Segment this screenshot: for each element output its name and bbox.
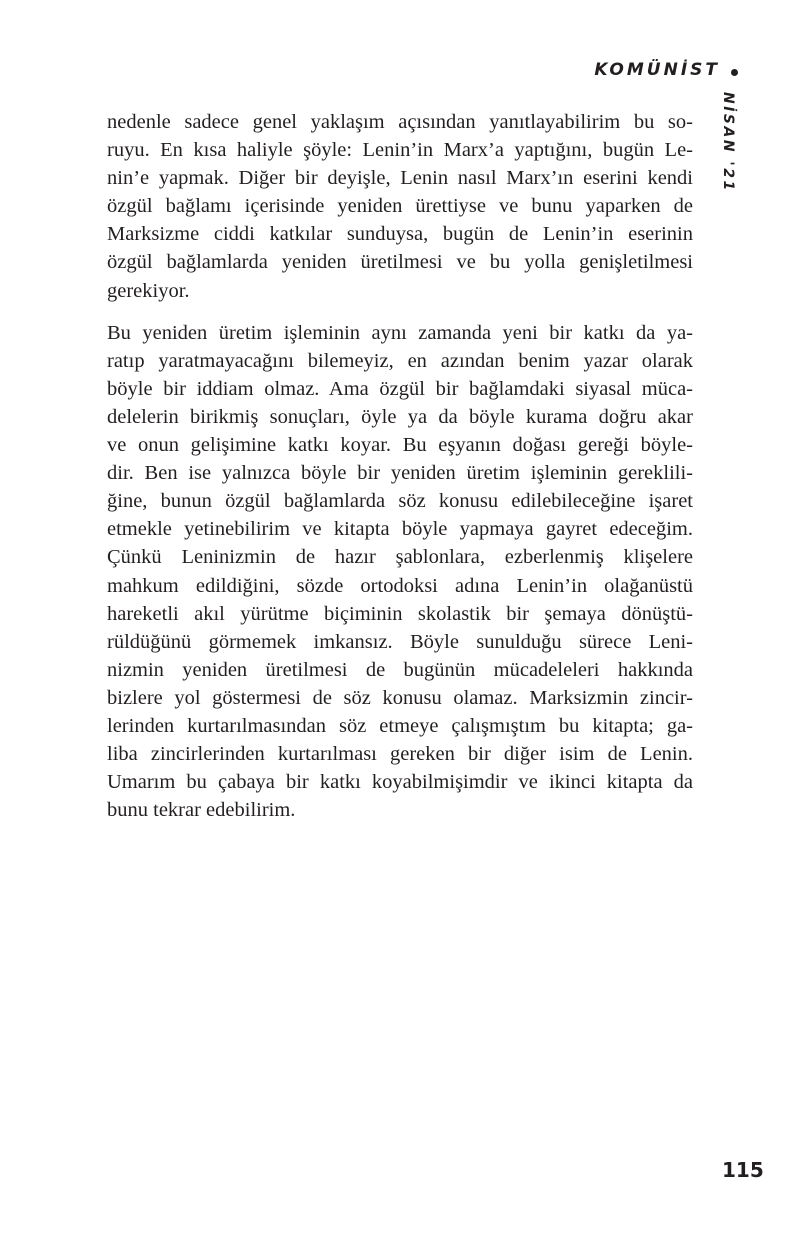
- text-line: Çünkü Leninizmin de hazır şablonlara, ezberlenmiş klişelere: [107, 546, 693, 569]
- text-line: Umarım bu çabaya bir katkı koyabilmişimdir ve ikinci kitapta da: [107, 771, 693, 794]
- text-line: mahkum edildiğini, sözde ortodoksi adına Lenin’in olağanüstü: [107, 574, 693, 597]
- text-line: ve onun gelişimine katkı koyar. Bu eşyanın doğası gereği böyle-: [107, 434, 693, 457]
- paragraph-2: [107, 319, 693, 825]
- text-line: bizlere yol göstermesi de söz konusu olamaz. Marksizmin zincir-: [107, 686, 693, 709]
- text-line: bunu tekrar edebilirim.: [107, 799, 296, 822]
- text-line: ruyu. En kısa haliyle şöyle: Lenin’in Marx’a yaptığını, bugün Le-: [107, 139, 693, 162]
- text-line: ratıp yaratmayacağını bilemeyiz, en azından benim yazar olarak: [107, 349, 693, 372]
- text-line: ğine, bunun özgül bağlamlarda söz konusu edilebileceğine işaret: [107, 490, 693, 513]
- text-line: Marksizme ciddi katkılar sunduysa, bugün de Lenin’in eserinin: [107, 223, 693, 246]
- text-line: nizmin yeniden üretilmesi de bugünün mücadeleleri hakkında: [107, 658, 693, 681]
- magazine-title: KOMÜNİST: [594, 60, 720, 80]
- text-line: özgül bağlamlarda yeniden üretilmesi ve bu yolla genişletilmesi: [107, 251, 693, 274]
- text-line: özgül bağlamı içerisinde yeniden ürettiyse ve bunu yaparken de: [107, 195, 693, 218]
- text-line: böyle bir iddiam olmaz. Ama özgül bir bağlamdaki siyasal müca-: [107, 377, 693, 400]
- paragraph-1: [107, 108, 693, 305]
- page-number: 115: [722, 1158, 764, 1182]
- body-text: [107, 108, 693, 824]
- issue-date-label: NİSAN '21: [720, 92, 736, 193]
- text-line: rüldüğünü görmemek imkansız. Böyle sunulduğu sürece Leni-: [107, 630, 693, 653]
- text-line: Bu yeniden üretim işleminin aynı zamanda yeni bir katkı da ya-: [107, 321, 693, 344]
- text-line: hareketli akıl yürütme biçiminin skolastik bir şemaya dönüştü-: [107, 602, 693, 625]
- text-line: dir. Ben ise yalnızca böyle bir yeniden üretim işleminin gereklili-: [107, 462, 693, 485]
- text-line: delelerin birikmiş sonuçları, öyle ya da böyle kurama doğru akar: [107, 405, 693, 428]
- text-line: nedenle sadece genel yaklaşım açısından yanıtlayabilirim bu so-: [107, 111, 693, 133]
- text-line: lerinden kurtarılmasından söz etmeye çalışmıştım bu kitapta; ga-: [107, 714, 693, 737]
- text-line: nin’e yapmak. Diğer bir deyişle, Lenin nasıl Marx’ın eserini kendi: [107, 167, 693, 190]
- text-line: liba zincirlerinden kurtarılması gereken bir diğer isim de Lenin.: [107, 743, 693, 766]
- bullet-dot-icon: [731, 69, 738, 76]
- text-line: gerekiyor.: [107, 279, 190, 302]
- text-line: etmekle yetinebilirim ve kitapta böyle yapmaya gayret edeceğim.: [107, 518, 693, 541]
